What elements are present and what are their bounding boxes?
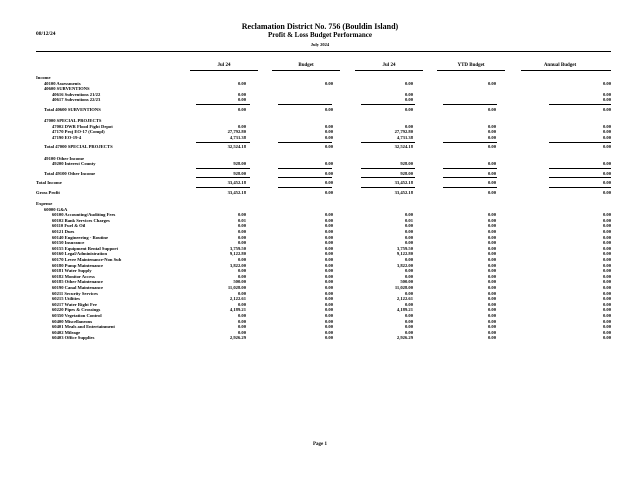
- row-value: 3,759.50: [229, 245, 246, 251]
- row-value: 0.00: [404, 324, 413, 330]
- row-value: 0.00: [404, 123, 413, 129]
- total-rule: [361, 177, 415, 178]
- total-rule: [361, 104, 415, 105]
- row-value: 0.00: [487, 123, 496, 129]
- row-value: 2,122.61: [229, 296, 246, 302]
- row-value: 0.00: [404, 223, 413, 229]
- row-value: 0.00: [237, 301, 246, 307]
- row-value: 0.00: [487, 268, 496, 274]
- row-value: 0.00: [404, 318, 413, 324]
- total-rule: [361, 187, 415, 188]
- row-label: 60403 Office Supplies: [52, 335, 95, 341]
- row-value: 928.00: [400, 170, 413, 176]
- row-value: 9,122.80: [229, 251, 246, 257]
- row-value: 0.00: [602, 245, 611, 251]
- row-value: 2,926.29: [229, 335, 246, 341]
- row-value: 0.00: [324, 212, 333, 218]
- row-value: 500.00: [233, 279, 246, 285]
- report-subtitle: Profit & Loss Budget Performance: [267, 31, 373, 39]
- report-row: [0, 97, 640, 103]
- report-row: [0, 135, 640, 141]
- total-rule: [278, 187, 332, 188]
- row-value: 0.00: [404, 257, 413, 262]
- row-value: 2,926.29: [396, 335, 413, 341]
- row-label: 60155 Equipment Rental Support: [52, 245, 118, 251]
- row-value: 0.00: [324, 189, 333, 195]
- row-value: 928.00: [233, 161, 246, 167]
- row-value: 0.00: [602, 329, 611, 335]
- row-value: 0.00: [404, 229, 413, 234]
- row-value: 0.00: [324, 335, 333, 341]
- row-label: Total 40600 SUBVENTIONS: [44, 106, 101, 112]
- row-label: 60100 Accounting/Auditing Fees: [52, 212, 116, 218]
- total-rule: [278, 168, 332, 169]
- total-rule: [196, 142, 250, 143]
- row-value: 0.00: [487, 262, 496, 268]
- row-label: 49100 Other Income: [44, 155, 84, 161]
- row-value: 0.00: [237, 97, 246, 103]
- row-value: 33,452.18: [227, 180, 246, 186]
- row-value: 4,189.21: [229, 307, 246, 313]
- row-label: 60400 Miscellaneous: [52, 318, 93, 324]
- row-value: 0.00: [487, 106, 496, 112]
- row-value: 0.00: [404, 91, 413, 97]
- row-label: 60350 Vegetation Control: [52, 313, 102, 318]
- row-value: 0.00: [404, 212, 413, 218]
- row-value: 2,122.61: [396, 296, 413, 302]
- row-value: 0.00: [602, 301, 611, 307]
- row-label: Expense: [36, 201, 53, 206]
- row-value: 500.00: [400, 279, 413, 285]
- row-value: 0.00: [324, 307, 333, 313]
- row-value: 0.00: [487, 313, 496, 318]
- row-label: Gross Profit: [36, 189, 60, 195]
- row-value: 0.00: [487, 285, 496, 290]
- page-number: Page 1: [312, 442, 328, 447]
- row-value: 0.00: [487, 234, 496, 240]
- row-value: 0.00: [324, 80, 333, 86]
- row-label: 60401 Meals and Entertainment: [52, 324, 115, 330]
- row-value: 0.00: [324, 329, 333, 335]
- report-period: July 2024: [310, 42, 330, 47]
- row-value: 0.00: [487, 180, 496, 186]
- row-label: 60211 Security Services: [52, 290, 98, 296]
- row-value: 0.00: [487, 290, 496, 296]
- row-value: 0.00: [602, 251, 611, 257]
- row-label: 40600 SUBVENTIONS: [44, 86, 90, 92]
- row-value: 0.00: [602, 170, 611, 176]
- row-value: 0.00: [404, 80, 413, 86]
- row-value: 0.00: [324, 245, 333, 251]
- row-value: 0.00: [237, 257, 246, 262]
- row-label: 60140 Engineering - Routine: [52, 234, 109, 240]
- total-rule: [443, 168, 497, 169]
- row-value: 33,452.18: [394, 189, 413, 195]
- row-value: 0.00: [324, 290, 333, 296]
- row-value: 0.00: [487, 80, 496, 86]
- row-value: 0.00: [602, 223, 611, 229]
- row-label: Total Income: [36, 180, 62, 186]
- row-value: 0.00: [487, 189, 496, 195]
- row-value: 0.00: [487, 257, 496, 262]
- row-value: 0.00: [404, 301, 413, 307]
- row-value: 0.00: [324, 301, 333, 307]
- row-value: 0.00: [487, 335, 496, 341]
- row-value: 3,822.00: [229, 262, 246, 268]
- row-value: 0.00: [324, 285, 333, 290]
- row-label: 60215 Utilities: [52, 296, 80, 302]
- column-header-underline: [190, 70, 258, 71]
- row-value: 4,731.38: [396, 134, 413, 140]
- row-value: 0.00: [487, 273, 496, 279]
- row-value: 0.00: [602, 189, 611, 195]
- row-value: 0.00: [324, 180, 333, 186]
- row-value: 0.00: [602, 324, 611, 330]
- total-rule: [443, 104, 497, 105]
- row-value: 0.00: [324, 229, 333, 234]
- row-value: 0.00: [237, 290, 246, 296]
- row-value: 0.00: [602, 273, 611, 279]
- row-label: 60000 G&A: [44, 206, 68, 212]
- row-value: 0.00: [487, 129, 496, 135]
- row-value: 0.00: [602, 123, 611, 129]
- row-label: Total 47000 SPECIAL PROJECTS: [44, 144, 113, 150]
- row-label: 60160 Legal/Administration: [52, 251, 107, 257]
- total-rule: [196, 177, 250, 178]
- row-value: 0.00: [324, 144, 333, 150]
- row-value: 0.00: [602, 91, 611, 97]
- row-value: 0.00: [237, 240, 246, 246]
- row-value: 0.00: [602, 240, 611, 246]
- total-rule: [196, 187, 250, 188]
- column-header-jul24-ytd: Jul 24: [382, 63, 396, 68]
- row-value: 0.00: [602, 307, 611, 313]
- row-value: 27,792.80: [394, 129, 413, 135]
- row-value: 0.00: [237, 91, 246, 97]
- total-rule: [361, 168, 415, 169]
- row-value: 0.00: [487, 240, 496, 246]
- row-value: 0.00: [404, 273, 413, 279]
- row-value: 0.00: [324, 313, 333, 318]
- row-value: 0.00: [404, 268, 413, 274]
- row-label: 60102 Bank Services Charges: [52, 217, 110, 223]
- row-label: 60170 Levee Maintenance-Non Sub: [52, 257, 122, 262]
- row-value: 0.00: [404, 290, 413, 296]
- row-label: 47000 SPECIAL PROJECTS: [44, 118, 102, 124]
- row-label: 40100 Assessments: [44, 80, 81, 86]
- row-label: 60182 Monitor Access: [52, 273, 95, 279]
- row-value: 0.00: [324, 279, 333, 285]
- total-rule: [549, 187, 611, 188]
- row-value: 4,189.21: [396, 307, 413, 313]
- column-header-underline: [437, 70, 505, 71]
- row-value: 0.00: [237, 106, 246, 112]
- row-label: 60220 Pipes & Crossings: [52, 307, 101, 313]
- row-value: 0.00: [602, 229, 611, 234]
- row-value: 0.00: [324, 123, 333, 129]
- row-value: 0.00: [602, 262, 611, 268]
- row-value: 0.00: [487, 296, 496, 302]
- row-value: 0.00: [324, 134, 333, 140]
- row-value: 0.00: [602, 80, 611, 86]
- total-rule: [549, 177, 611, 178]
- report-row: [0, 180, 640, 186]
- column-header-annual-budget: Annual Budget: [543, 63, 577, 68]
- row-value: 0.00: [324, 251, 333, 257]
- row-value: 0.00: [487, 318, 496, 324]
- row-value: 0.00: [602, 257, 611, 262]
- row-value: 0.00: [602, 296, 611, 302]
- row-value: 0.00: [237, 268, 246, 274]
- row-value: 0.00: [602, 134, 611, 140]
- row-value: 0.00: [602, 335, 611, 341]
- row-value: 0.00: [487, 217, 496, 223]
- total-rule: [549, 104, 611, 105]
- total-rule: [443, 187, 497, 188]
- row-value: 0.00: [237, 212, 246, 218]
- row-value: 0.00: [602, 290, 611, 296]
- row-value: 0.00: [602, 313, 611, 318]
- column-header-ytd-budget: YTD Budget: [457, 63, 485, 68]
- row-value: 928.00: [233, 170, 246, 176]
- total-rule: [278, 142, 332, 143]
- row-value: 0.00: [404, 240, 413, 246]
- row-value: 0.00: [602, 180, 611, 186]
- row-value: 0.00: [487, 161, 496, 167]
- row-value: 33,452.18: [394, 180, 413, 186]
- row-value: 0.00: [404, 313, 413, 318]
- column-header-jul24: Jul 24: [217, 63, 231, 68]
- row-label: Income: [36, 75, 51, 80]
- total-rule: [196, 168, 250, 169]
- row-value: 27,792.80: [227, 129, 246, 135]
- row-value: 0.00: [324, 223, 333, 229]
- total-rule: [549, 168, 611, 169]
- report-date: 08/12/24: [36, 31, 56, 37]
- row-value: 0.00: [324, 273, 333, 279]
- total-rule: [196, 104, 250, 105]
- row-label: 60185 Other Maintenance: [52, 279, 103, 285]
- row-label: 60150 Insurance: [52, 240, 85, 246]
- row-value: 4,731.38: [229, 134, 246, 140]
- row-value: 0.00: [237, 329, 246, 335]
- row-value: 3,759.50: [396, 245, 413, 251]
- row-value: 0.00: [324, 296, 333, 302]
- row-value: 9,122.80: [396, 251, 413, 257]
- total-rule: [278, 177, 332, 178]
- row-value: 0.00: [487, 144, 496, 150]
- row-value: 0.00: [487, 301, 496, 307]
- row-value: 0.00: [237, 318, 246, 324]
- row-value: 0.00: [487, 324, 496, 330]
- row-value: 0.00: [324, 161, 333, 167]
- row-value: 0.00: [324, 106, 333, 112]
- total-rule: [443, 177, 497, 178]
- row-value: 0.00: [602, 318, 611, 324]
- row-value: 32,524.18: [394, 144, 413, 150]
- row-value: 0.00: [602, 268, 611, 274]
- row-value: 0.00: [324, 262, 333, 268]
- row-value: 0.00: [237, 123, 246, 129]
- row-value: 0.00: [602, 144, 611, 150]
- row-value: 0.00: [487, 307, 496, 313]
- row-value: 3,822.00: [396, 262, 413, 268]
- row-value: 0.00: [324, 324, 333, 330]
- header-rule: [36, 51, 611, 52]
- row-label: 60190 Canal Maintenance: [52, 285, 104, 290]
- row-value: 0.00: [324, 268, 333, 274]
- row-value: 0.00: [324, 170, 333, 176]
- row-value: 0.01: [404, 217, 413, 223]
- row-value: 0.00: [602, 217, 611, 223]
- row-value: 0.00: [487, 251, 496, 257]
- row-value: 0.00: [237, 313, 246, 318]
- row-value: 0.00: [487, 134, 496, 140]
- row-label: Total 49100 Other Income: [44, 170, 96, 176]
- column-header-budget: Budget: [298, 63, 314, 68]
- total-rule: [361, 142, 415, 143]
- row-label: 47002 DWR Flood Fight Depot: [52, 123, 113, 129]
- row-label: 40616 Subventions 21/22: [52, 91, 101, 97]
- row-value: 0.00: [487, 279, 496, 285]
- row-value: 0.00: [404, 106, 413, 112]
- row-value: 0.00: [602, 212, 611, 218]
- total-rule: [278, 104, 332, 105]
- row-value: 0.00: [404, 234, 413, 240]
- row-value: 0.00: [324, 129, 333, 135]
- report-row: [0, 335, 640, 341]
- row-value: 0.00: [487, 170, 496, 176]
- report-row: [0, 171, 640, 177]
- report-row: [0, 161, 640, 167]
- row-label: 60121 Dues: [52, 229, 75, 234]
- row-value: 0.00: [237, 80, 246, 86]
- row-value: 0.00: [324, 257, 333, 262]
- row-label: 60181 Water Supply: [52, 268, 92, 274]
- row-value: 0.00: [324, 234, 333, 240]
- column-header-underline: [355, 70, 423, 71]
- row-value: 0.00: [602, 285, 611, 290]
- row-value: 0.00: [487, 329, 496, 335]
- total-rule: [549, 142, 611, 143]
- row-label: 40617 Subventions 22/23: [52, 97, 101, 103]
- report-title: Reclamation District No. 756 (Bouldin Island): [241, 22, 399, 31]
- row-value: 0.00: [404, 329, 413, 335]
- row-value: 0.00: [602, 129, 611, 135]
- row-value: 0.00: [324, 318, 333, 324]
- row-label: 60217 Water Right Fee: [52, 301, 97, 307]
- row-value: 0.00: [602, 106, 611, 112]
- row-value: 0.00: [237, 273, 246, 279]
- row-value: 0.01: [237, 217, 246, 223]
- row-value: 0.00: [602, 234, 611, 240]
- row-label: 47170 Proj EO-17 (Compl): [52, 129, 105, 135]
- row-value: 11,028.00: [227, 285, 246, 290]
- row-label: 47190 EO-19-4: [52, 134, 82, 140]
- row-value: 928.00: [400, 161, 413, 167]
- row-value: 0.00: [487, 223, 496, 229]
- row-label: 49200 Interest County: [52, 161, 96, 167]
- row-value: 0.00: [237, 229, 246, 234]
- row-value: 0.00: [602, 161, 611, 167]
- column-header-underline: [521, 70, 611, 71]
- row-value: 32,524.18: [227, 144, 246, 150]
- row-value: 11,028.00: [394, 285, 413, 290]
- row-value: 0.00: [487, 229, 496, 234]
- row-value: 0.00: [324, 240, 333, 246]
- row-value: 0.00: [487, 245, 496, 251]
- row-value: 0.00: [324, 217, 333, 223]
- row-value: 0.00: [237, 234, 246, 240]
- row-value: 0.00: [487, 212, 496, 218]
- row-value: 0.00: [404, 97, 413, 103]
- row-value: 0.00: [237, 324, 246, 330]
- row-value: 33,452.18: [227, 189, 246, 195]
- row-value: 0.00: [602, 97, 611, 103]
- column-header-underline: [272, 70, 340, 71]
- row-label: 60180 Pump Maintenance: [52, 262, 104, 268]
- total-rule: [443, 142, 497, 143]
- row-value: 0.00: [237, 223, 246, 229]
- row-label: 60110 Fuel & Oil: [52, 223, 86, 229]
- row-value: 0.00: [602, 279, 611, 285]
- row-label: 60402 Mileage: [52, 329, 81, 335]
